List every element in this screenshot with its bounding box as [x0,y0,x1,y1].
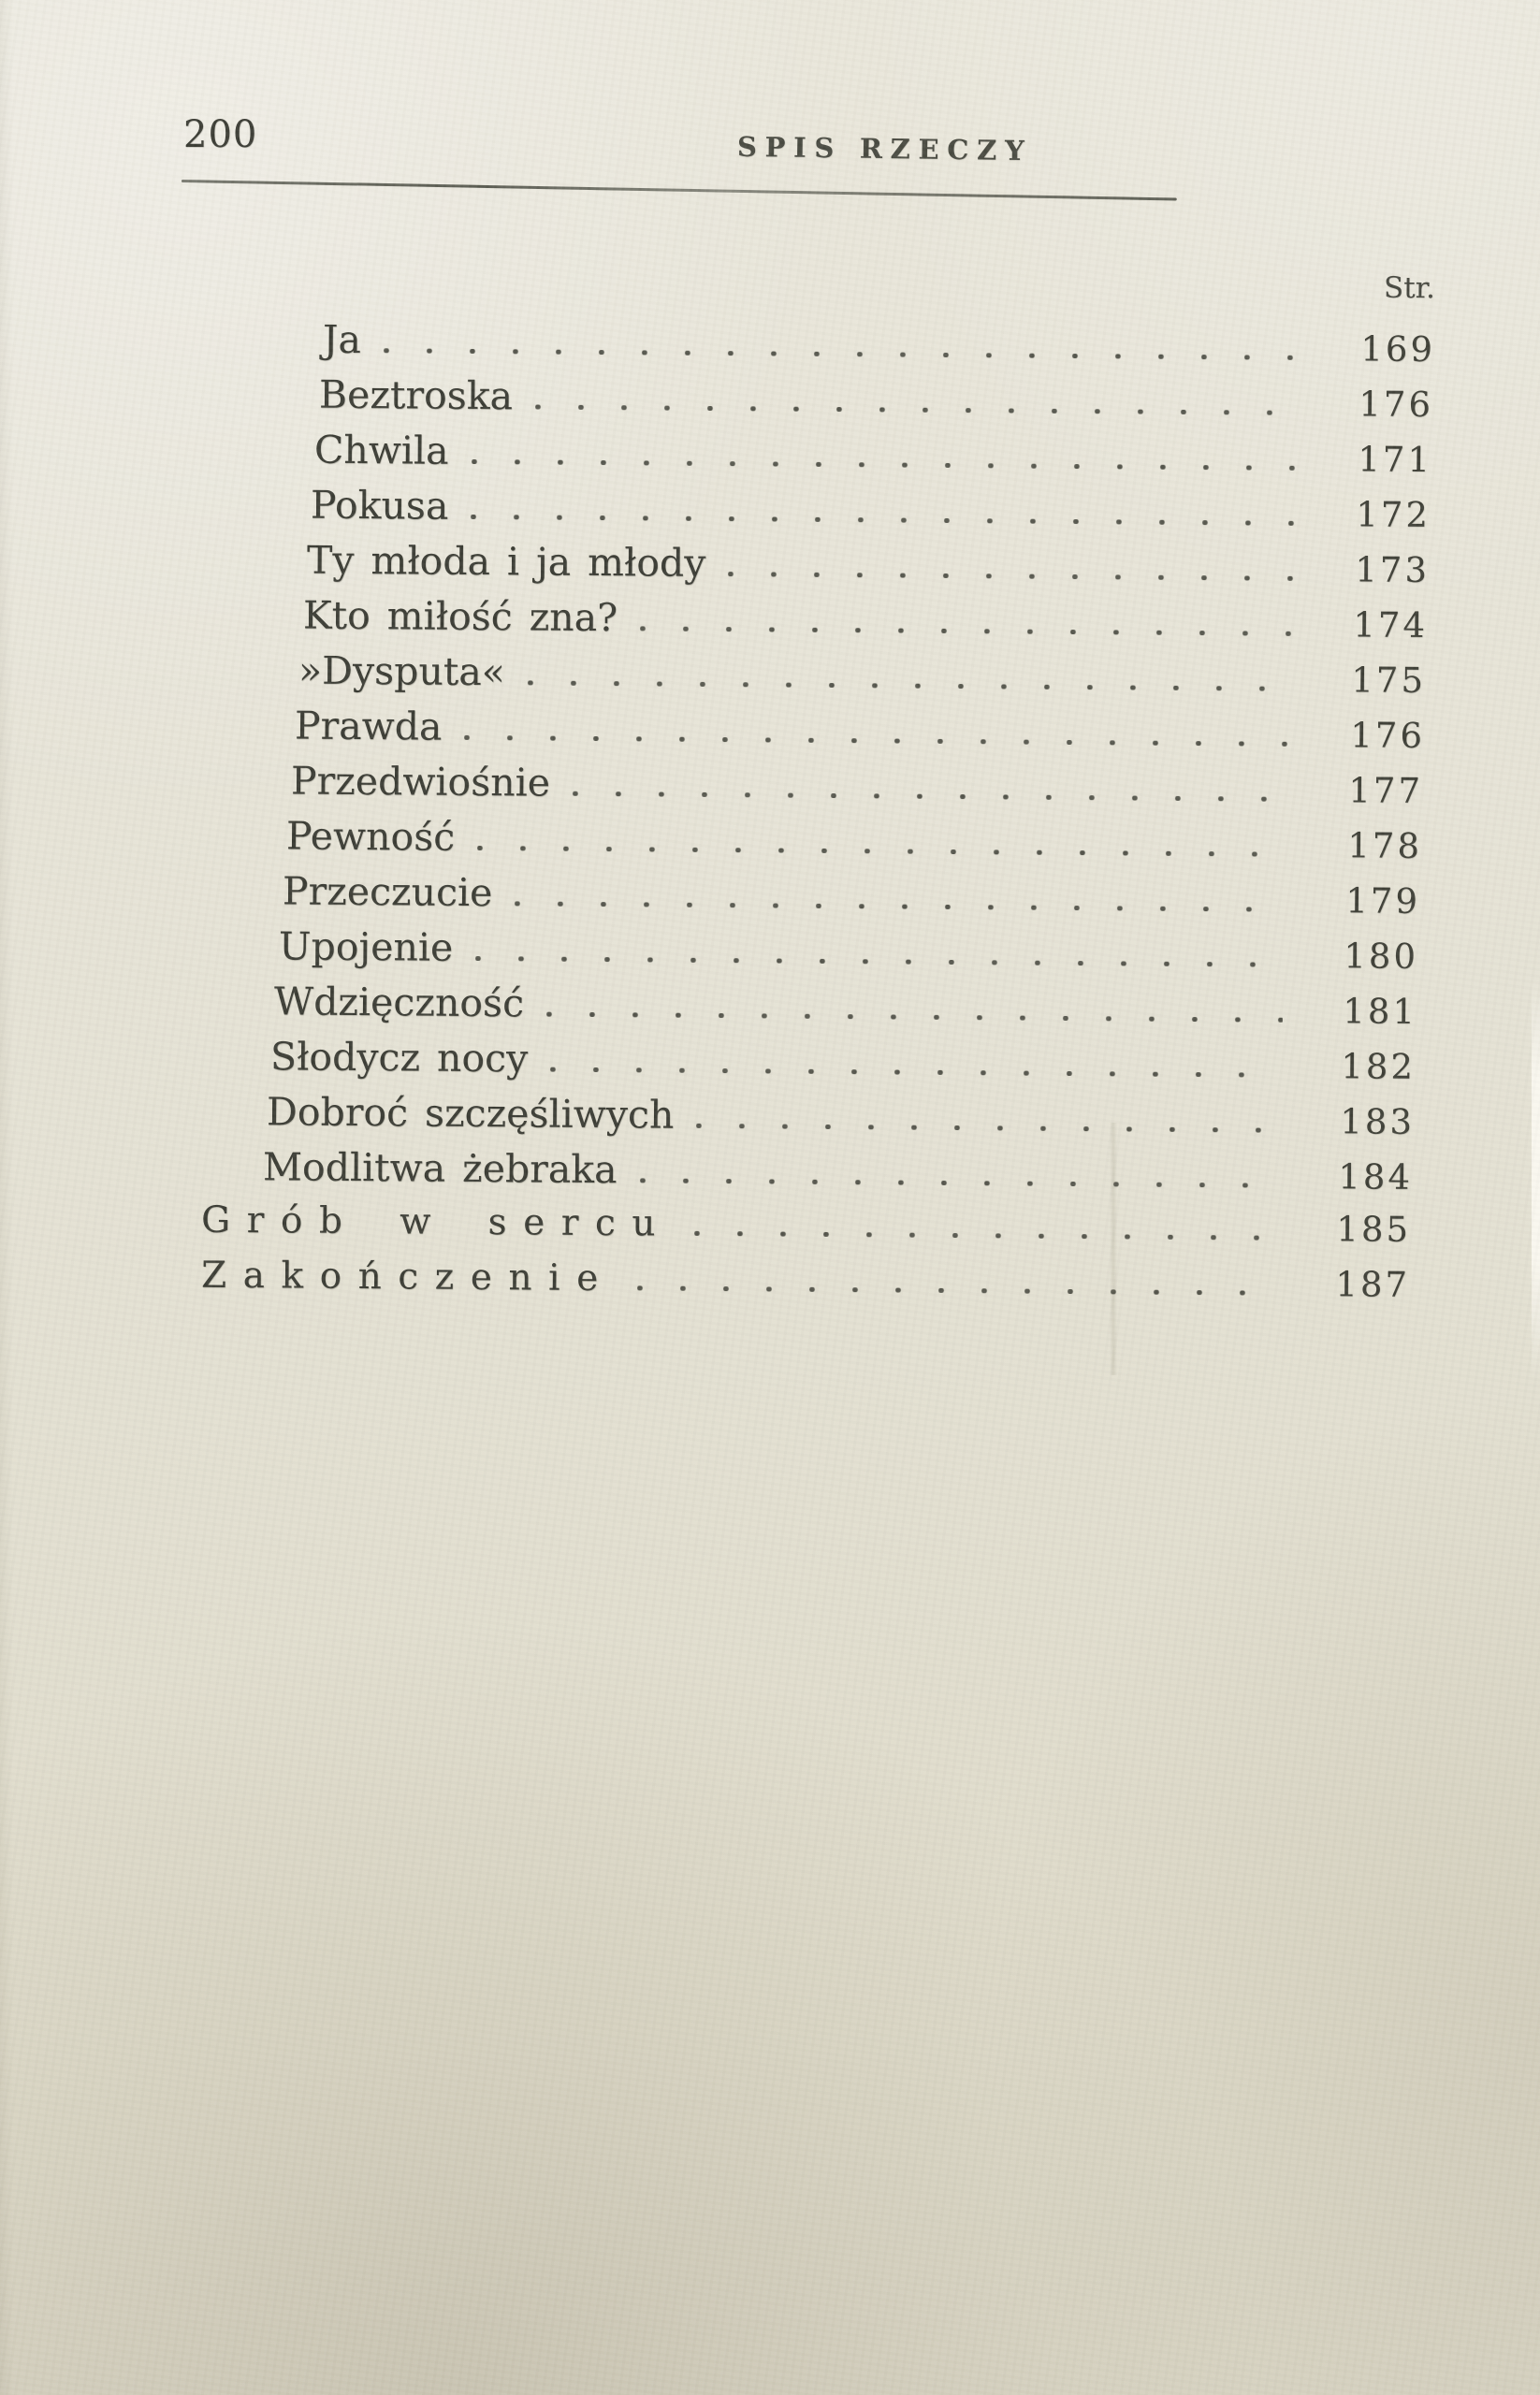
dot-leader [515,901,1286,911]
dot-leader [639,1178,1277,1187]
toc-list [0,314,1540,1308]
toc-entry-page: 182 [1341,1046,1417,1087]
toc-entry-title: Kto miłość zna? [302,592,618,641]
toc-entry-page: 176 [1358,384,1434,426]
left-edge-shade [0,0,13,2395]
dot-leader [475,956,1284,967]
toc-entry-page: 187 [1335,1264,1411,1305]
toc-row [0,1253,1540,1320]
toc-entry-title: »Dysputa« [298,647,506,695]
dot-leader [535,404,1299,414]
toc-entry-page: 179 [1345,880,1421,922]
paper-crease [1110,1123,1117,1375]
running-head: SPIS RZECZY [736,130,1033,167]
toc-entry-page: 178 [1347,825,1423,866]
dot-leader [471,459,1297,471]
toc-entry-title: Przeczucie [282,868,493,916]
toc-entry-title: Dobroć szczęśliwych [266,1089,675,1138]
toc-entry-title: Prawda [294,703,443,749]
dot-leader [384,348,1300,360]
dot-leader [546,1012,1283,1023]
toc-entry-title: Ja [322,316,362,363]
toc-entry-title: Wdzięczność [273,979,525,1026]
toc-entry-page: 175 [1351,660,1427,701]
dot-leader [573,791,1288,802]
toc-entry-title: Upojenie [278,923,454,970]
toc-entry-page: 177 [1348,770,1424,811]
dot-leader [550,1067,1281,1078]
toc-entry-page: 181 [1343,991,1418,1032]
toc-entry-page: 171 [1358,439,1433,481]
header-rule [182,180,1177,200]
dot-leader [471,515,1296,526]
toc-entry-title: Pewność [285,813,456,860]
dot-leader [728,572,1295,581]
dot-leader [528,680,1291,690]
toc-entry-title: Pokusa [310,482,449,529]
toc-entry-title: Modlitwa żebraka [262,1144,617,1193]
toc-entry-page: 183 [1340,1101,1416,1142]
toc-entry-page: 180 [1344,936,1419,977]
toc-entry-title: Słodycz nocy [269,1034,529,1081]
dot-leader [694,1231,1276,1241]
dot-leader [640,626,1293,635]
toc-entry-page: 184 [1338,1156,1414,1198]
toc-entry-title: Chwila [313,427,449,473]
page-edge-highlight [1532,978,1540,1380]
dot-leader [464,735,1290,747]
page-column-header: Str. [1383,270,1436,306]
toc-entry-page: 185 [1336,1209,1412,1250]
toc-entry-title: Ty młoda i ja młody [306,537,706,586]
toc-entry-title: Zakończenie [200,1254,615,1300]
dot-leader [696,1124,1280,1133]
toc-entry-title: Grób w sercu [200,1198,673,1245]
toc-entry-title: Przedwiośnie [290,758,551,806]
dot-leader [477,846,1287,857]
toc-entry-page: 169 [1360,328,1436,370]
toc-entry-page: 174 [1353,604,1429,646]
toc-entry-page: 176 [1350,715,1426,756]
toc-entry-page: 173 [1355,549,1431,591]
dot-leader [637,1285,1275,1295]
toc-entry-title: Beztroska [318,371,514,419]
page-folio: 200 [183,113,258,156]
toc-entry-page: 172 [1356,494,1431,536]
